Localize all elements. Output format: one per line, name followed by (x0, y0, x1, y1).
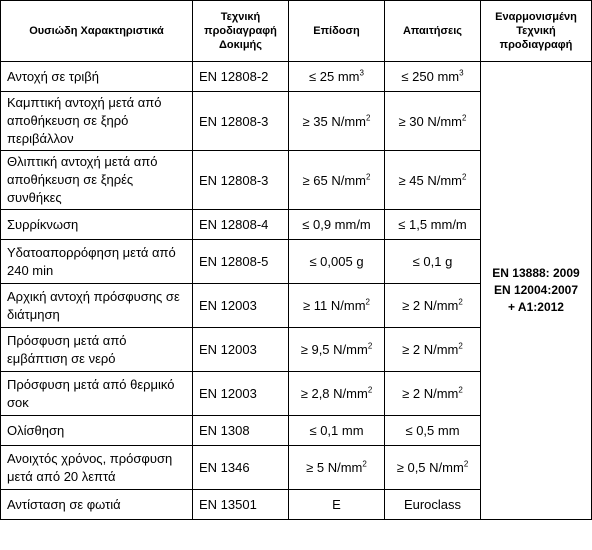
header-test-spec: Τεχνική προδιαγραφή Δοκιμής (193, 1, 289, 62)
requirement-cell (385, 62, 481, 92)
standard-cell: EN 12808-3 (193, 92, 289, 151)
requirement-cell (385, 328, 481, 372)
header-row (1, 1, 592, 62)
requirement-exponent: 2 (458, 297, 463, 307)
property-cell: Αρχική αντοχή πρόσφυσης σε διάτμηση (1, 284, 193, 328)
performance-exponent: 2 (362, 459, 367, 469)
requirement-cell (385, 92, 481, 151)
standard-cell: EN 12808-3 (193, 151, 289, 210)
requirement-value: ≤ 0,1 g (412, 254, 453, 269)
performance-value: ≥ 9,5 N/mm (300, 342, 368, 357)
property-cell: Ανοιχτός χρόνος, πρόσφυση μετά από 20 λεπτά (1, 446, 193, 490)
property-cell: Αντοχή σε τριβή (1, 62, 193, 92)
requirement-cell (385, 416, 481, 446)
performance-exponent: 2 (366, 172, 371, 182)
header-harmonized-spec: Εναρμονισμένη Τεχνική προδιαγραφή (481, 1, 592, 62)
requirement-value: ≤ 0,5 mm (405, 423, 460, 438)
requirement-cell (385, 151, 481, 210)
performance-exponent: 2 (367, 385, 373, 395)
requirement-value: ≥ 0,5 N/mm (396, 460, 464, 475)
standard-cell: EN 12808-2 (193, 62, 289, 92)
requirement-cell (385, 372, 481, 416)
performance-cell (289, 490, 385, 520)
performance-exponent: 3 (359, 68, 364, 78)
standard-cell: EN 1346 (193, 446, 289, 490)
performance-value: ≤ 0,9 mm/m (302, 217, 371, 232)
performance-cell (289, 151, 385, 210)
standard-cell: EN 12003 (193, 284, 289, 328)
performance-value: ≥ 11 N/mm (303, 298, 366, 313)
performance-value: ≤ 25 mm (309, 69, 360, 84)
standard-cell: EN 12808-5 (193, 240, 289, 284)
requirement-exponent: 2 (462, 172, 467, 182)
performance-value: ≤ 0,005 g (309, 254, 364, 269)
property-cell: Υδατοαπορρόφηση μετά από 240 min (1, 240, 193, 284)
performance-cell (289, 62, 385, 92)
requirement-value: ≥ 45 N/mm (398, 172, 463, 188)
performance-cell (289, 240, 385, 284)
performance-value: E (332, 497, 341, 512)
harmonized-spec-line: + A1:2012 (508, 300, 564, 314)
harmonized-spec-cell (481, 62, 592, 520)
performance-exponent: 2 (367, 341, 373, 351)
performance-cell (289, 372, 385, 416)
requirement-value: ≥ 2 N/mm (402, 342, 459, 357)
standard-cell: EN 12003 (193, 372, 289, 416)
standard-cell: EN 1308 (193, 416, 289, 446)
header-performance: Επίδοση (289, 1, 385, 62)
property-cell: Ολίσθηση (1, 416, 193, 446)
property-cell: Αντίσταση σε φωτιά (1, 490, 193, 520)
performance-value: ≤ 0,1 mm (309, 423, 364, 438)
performance-cell (289, 284, 385, 328)
requirement-cell (385, 446, 481, 490)
property-cell: Πρόσφυση μετά από θερμικό σοκ (1, 372, 193, 416)
property-cell: Πρόσφυση μετά από εμβάπτιση σε νερό (1, 328, 193, 372)
requirement-value: ≥ 2 N/mm (402, 298, 459, 313)
requirement-exponent: 2 (463, 459, 469, 469)
requirement-exponent: 3 (459, 68, 464, 78)
requirement-value: ≤ 1,5 mm/m (398, 217, 467, 232)
performance-value: ≥ 2,8 N/mm (300, 386, 368, 401)
requirement-value: ≥ 2 N/mm (402, 386, 459, 401)
harmonized-spec-line: EN 13888: 2009 (492, 266, 580, 280)
performance-value: ≥ 5 N/mm (306, 460, 363, 475)
header-requirements: Απαιτήσεις (385, 1, 481, 62)
standard-cell: EN 12003 (193, 328, 289, 372)
table-row (1, 62, 592, 92)
requirement-cell (385, 240, 481, 284)
harmonized-spec-line: EN 12004:2007 (493, 283, 579, 297)
requirement-cell (385, 284, 481, 328)
performance-cell (289, 328, 385, 372)
standard-cell: EN 13501 (193, 490, 289, 520)
requirement-exponent: 2 (458, 385, 463, 395)
standard-cell: EN 12808-4 (193, 210, 289, 240)
performance-cell (289, 416, 385, 446)
performance-value: ≥ 35 N/mm (302, 113, 367, 129)
property-cell: Καμπτική αντοχή μετά από αποθήκευση σε ξηρό περιβάλλον (1, 92, 193, 151)
performance-cell (289, 92, 385, 151)
requirement-exponent: 2 (458, 341, 463, 351)
requirement-value: ≤ 250 mm (401, 69, 460, 84)
performance-exponent: 2 (366, 113, 371, 123)
requirement-cell (385, 490, 481, 520)
requirement-value: ≥ 30 N/mm (398, 113, 463, 129)
performance-exponent: 2 (365, 297, 370, 307)
performance-cell (289, 446, 385, 490)
property-cell: Θλιπτική αντοχή μετά από αποθήκευση σε ξηρές συνθήκες (1, 151, 193, 210)
property-cell: Συρρίκνωση (1, 210, 193, 240)
requirement-value: Euroclass (403, 497, 462, 512)
requirement-exponent: 2 (462, 113, 467, 123)
header-characteristic: Ουσιώδη Χαρακτηριστικά (1, 1, 193, 62)
requirement-cell (385, 210, 481, 240)
performance-cell (289, 210, 385, 240)
performance-value: ≥ 65 N/mm (302, 172, 367, 188)
